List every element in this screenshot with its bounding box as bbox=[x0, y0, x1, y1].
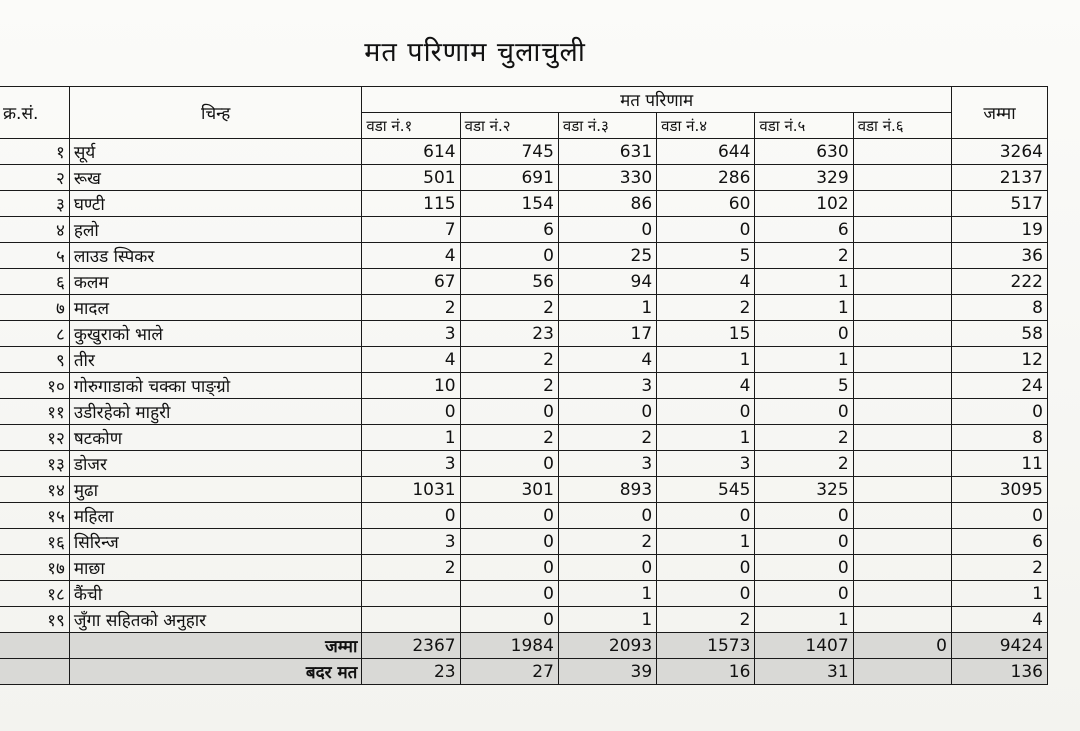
row-ward-3-votes: 1 bbox=[558, 581, 656, 607]
row-ward-1-votes bbox=[362, 607, 460, 633]
row-ward-2-votes: 301 bbox=[460, 477, 558, 503]
invalid-row-blank bbox=[0, 659, 69, 685]
row-sn: १८ bbox=[0, 581, 69, 607]
row-sn: ६ bbox=[0, 269, 69, 295]
row-ward-6-votes bbox=[853, 217, 951, 243]
row-ward-3-votes: 17 bbox=[558, 321, 656, 347]
page-title: मत परिणाम चुलाचुली bbox=[364, 37, 586, 68]
row-ward-5-votes: 5 bbox=[755, 373, 853, 399]
row-ward-2-votes: 2 bbox=[460, 425, 558, 451]
row-ward-4-votes: 4 bbox=[657, 373, 755, 399]
invalid-ward-4: 16 bbox=[657, 659, 755, 685]
row-ward-2-votes: 2 bbox=[460, 347, 558, 373]
header-result-group: मत परिणाम bbox=[362, 87, 952, 113]
row-ward-2-votes: 23 bbox=[460, 321, 558, 347]
row-ward-1-votes: 4 bbox=[362, 243, 460, 269]
row-ward-1-votes: 501 bbox=[362, 165, 460, 191]
row-symbol: षटकोण bbox=[69, 425, 362, 451]
header-ward-4: वडा नं.४ bbox=[657, 113, 755, 139]
row-ward-3-votes: 3 bbox=[558, 373, 656, 399]
row-ward-2-votes: 154 bbox=[460, 191, 558, 217]
row-total: 2137 bbox=[951, 165, 1047, 191]
row-ward-6-votes bbox=[853, 243, 951, 269]
row-ward-6-votes bbox=[853, 477, 951, 503]
row-ward-1-votes: 0 bbox=[362, 399, 460, 425]
row-ward-6-votes bbox=[853, 347, 951, 373]
row-ward-1-votes: 115 bbox=[362, 191, 460, 217]
row-ward-6-votes bbox=[853, 295, 951, 321]
row-ward-3-votes: 4 bbox=[558, 347, 656, 373]
row-ward-1-votes: 3 bbox=[362, 529, 460, 555]
invalid-ward-2: 27 bbox=[460, 659, 558, 685]
row-ward-2-votes: 745 bbox=[460, 139, 558, 165]
row-symbol: मुढा bbox=[69, 477, 362, 503]
row-ward-1-votes: 10 bbox=[362, 373, 460, 399]
table-row bbox=[0, 269, 1048, 295]
row-ward-4-votes: 286 bbox=[657, 165, 755, 191]
row-symbol: घण्टी bbox=[69, 191, 362, 217]
row-ward-5-votes: 1 bbox=[755, 347, 853, 373]
row-ward-4-votes: 0 bbox=[657, 399, 755, 425]
row-ward-5-votes: 102 bbox=[755, 191, 853, 217]
row-ward-1-votes: 1031 bbox=[362, 477, 460, 503]
row-ward-4-votes: 2 bbox=[657, 295, 755, 321]
row-ward-2-votes: 0 bbox=[460, 503, 558, 529]
table-row bbox=[0, 373, 1048, 399]
header-ward-2: वडा नं.२ bbox=[460, 113, 558, 139]
header-ward-1: वडा नं.१ bbox=[362, 113, 460, 139]
total-row bbox=[0, 633, 1048, 659]
row-ward-1-votes: 3 bbox=[362, 451, 460, 477]
row-sn: १७ bbox=[0, 555, 69, 581]
row-ward-6-votes bbox=[853, 269, 951, 295]
row-ward-5-votes: 630 bbox=[755, 139, 853, 165]
row-total: 3095 bbox=[951, 477, 1047, 503]
row-ward-4-votes: 15 bbox=[657, 321, 755, 347]
invalid-total: 136 bbox=[951, 659, 1047, 685]
row-sn: १६ bbox=[0, 529, 69, 555]
row-ward-5-votes: 6 bbox=[755, 217, 853, 243]
row-symbol: सूर्य bbox=[69, 139, 362, 165]
header-ward-6: वडा नं.६ bbox=[853, 113, 951, 139]
row-ward-2-votes: 2 bbox=[460, 295, 558, 321]
row-ward-3-votes: 1 bbox=[558, 607, 656, 633]
row-ward-6-votes bbox=[853, 581, 951, 607]
row-symbol: महिला bbox=[69, 503, 362, 529]
row-ward-5-votes: 2 bbox=[755, 425, 853, 451]
row-ward-6-votes bbox=[853, 191, 951, 217]
results-body bbox=[0, 139, 1048, 633]
row-ward-5-votes: 1 bbox=[755, 269, 853, 295]
row-symbol: रूख bbox=[69, 165, 362, 191]
grand-total: 9424 bbox=[951, 633, 1047, 659]
row-ward-3-votes: 631 bbox=[558, 139, 656, 165]
row-ward-2-votes: 56 bbox=[460, 269, 558, 295]
row-total: 12 bbox=[951, 347, 1047, 373]
row-symbol: कुखुराको भाले bbox=[69, 321, 362, 347]
row-ward-3-votes: 0 bbox=[558, 555, 656, 581]
row-ward-1-votes: 614 bbox=[362, 139, 460, 165]
row-ward-5-votes: 2 bbox=[755, 243, 853, 269]
row-ward-4-votes: 644 bbox=[657, 139, 755, 165]
row-ward-4-votes: 2 bbox=[657, 607, 755, 633]
row-symbol: माछा bbox=[69, 555, 362, 581]
row-ward-3-votes: 1 bbox=[558, 295, 656, 321]
row-symbol: मादल bbox=[69, 295, 362, 321]
row-symbol: जुँगा सहितको अनुहार bbox=[69, 607, 362, 633]
row-total: 3264 bbox=[951, 139, 1047, 165]
row-ward-4-votes: 5 bbox=[657, 243, 755, 269]
row-ward-2-votes: 0 bbox=[460, 581, 558, 607]
row-sn: १४ bbox=[0, 477, 69, 503]
total-ward-4: 1573 bbox=[657, 633, 755, 659]
row-ward-5-votes: 1 bbox=[755, 607, 853, 633]
row-ward-6-votes bbox=[853, 451, 951, 477]
row-ward-4-votes: 3 bbox=[657, 451, 755, 477]
row-ward-2-votes: 0 bbox=[460, 607, 558, 633]
table-row bbox=[0, 139, 1048, 165]
invalid-label: बदर मत bbox=[69, 659, 362, 685]
row-ward-5-votes: 325 bbox=[755, 477, 853, 503]
total-ward-2: 1984 bbox=[460, 633, 558, 659]
row-ward-3-votes: 0 bbox=[558, 399, 656, 425]
row-total: 0 bbox=[951, 503, 1047, 529]
total-row-blank bbox=[0, 633, 69, 659]
row-sn: ८ bbox=[0, 321, 69, 347]
row-symbol: डोजर bbox=[69, 451, 362, 477]
table-row bbox=[0, 165, 1048, 191]
row-symbol: उडीरहेको माहुरी bbox=[69, 399, 362, 425]
row-ward-5-votes: 0 bbox=[755, 555, 853, 581]
total-label: जम्मा bbox=[69, 633, 362, 659]
table-row bbox=[0, 399, 1048, 425]
total-ward-5: 1407 bbox=[755, 633, 853, 659]
row-total: 222 bbox=[951, 269, 1047, 295]
row-ward-3-votes: 94 bbox=[558, 269, 656, 295]
row-ward-5-votes: 0 bbox=[755, 503, 853, 529]
invalid-row bbox=[0, 659, 1048, 685]
row-ward-6-votes bbox=[853, 165, 951, 191]
row-ward-3-votes: 3 bbox=[558, 451, 656, 477]
row-ward-5-votes: 2 bbox=[755, 451, 853, 477]
row-ward-4-votes: 0 bbox=[657, 503, 755, 529]
row-ward-1-votes: 2 bbox=[362, 295, 460, 321]
table-row bbox=[0, 425, 1048, 451]
row-total: 8 bbox=[951, 295, 1047, 321]
row-symbol: हलो bbox=[69, 217, 362, 243]
row-ward-6-votes bbox=[853, 373, 951, 399]
row-ward-3-votes: 25 bbox=[558, 243, 656, 269]
row-sn: ४ bbox=[0, 217, 69, 243]
header-total: जम्मा bbox=[951, 87, 1047, 139]
row-total: 4 bbox=[951, 607, 1047, 633]
row-ward-6-votes bbox=[853, 139, 951, 165]
row-ward-4-votes: 1 bbox=[657, 425, 755, 451]
total-ward-1: 2367 bbox=[362, 633, 460, 659]
row-ward-5-votes: 0 bbox=[755, 321, 853, 347]
row-ward-6-votes bbox=[853, 529, 951, 555]
row-total: 19 bbox=[951, 217, 1047, 243]
row-ward-3-votes: 2 bbox=[558, 529, 656, 555]
row-ward-1-votes: 3 bbox=[362, 321, 460, 347]
row-ward-2-votes: 6 bbox=[460, 217, 558, 243]
invalid-ward-3: 39 bbox=[558, 659, 656, 685]
table-row bbox=[0, 555, 1048, 581]
row-sn: १० bbox=[0, 373, 69, 399]
header-row-group bbox=[0, 87, 1048, 113]
row-ward-4-votes: 60 bbox=[657, 191, 755, 217]
row-ward-2-votes: 0 bbox=[460, 243, 558, 269]
row-ward-6-votes bbox=[853, 321, 951, 347]
row-sn: ११ bbox=[0, 399, 69, 425]
row-ward-4-votes: 4 bbox=[657, 269, 755, 295]
row-ward-6-votes bbox=[853, 399, 951, 425]
row-ward-5-votes: 329 bbox=[755, 165, 853, 191]
row-sn: ७ bbox=[0, 295, 69, 321]
table-row bbox=[0, 581, 1048, 607]
row-ward-2-votes: 0 bbox=[460, 555, 558, 581]
row-ward-1-votes: 7 bbox=[362, 217, 460, 243]
row-ward-1-votes: 4 bbox=[362, 347, 460, 373]
row-ward-6-votes bbox=[853, 607, 951, 633]
row-symbol: गोरुगाडाको चक्का पाङ्ग्रो bbox=[69, 373, 362, 399]
table-row bbox=[0, 477, 1048, 503]
row-total: 2 bbox=[951, 555, 1047, 581]
row-sn: ३ bbox=[0, 191, 69, 217]
row-ward-5-votes: 0 bbox=[755, 399, 853, 425]
row-symbol: कैंची bbox=[69, 581, 362, 607]
results-table bbox=[0, 86, 1048, 685]
header-ward-3: वडा नं.३ bbox=[558, 113, 656, 139]
table-row bbox=[0, 529, 1048, 555]
row-sn: १५ bbox=[0, 503, 69, 529]
row-ward-3-votes: 0 bbox=[558, 217, 656, 243]
row-ward-3-votes: 893 bbox=[558, 477, 656, 503]
row-ward-2-votes: 2 bbox=[460, 373, 558, 399]
row-total: 36 bbox=[951, 243, 1047, 269]
row-total: 517 bbox=[951, 191, 1047, 217]
row-ward-4-votes: 545 bbox=[657, 477, 755, 503]
row-symbol: लाउड स्पिकर bbox=[69, 243, 362, 269]
row-ward-6-votes bbox=[853, 503, 951, 529]
row-ward-1-votes bbox=[362, 581, 460, 607]
table-row bbox=[0, 503, 1048, 529]
header-symbol: चिन्ह bbox=[69, 87, 362, 139]
table-row bbox=[0, 243, 1048, 269]
table-row bbox=[0, 191, 1048, 217]
row-ward-5-votes: 1 bbox=[755, 295, 853, 321]
table-row bbox=[0, 347, 1048, 373]
total-ward-6: 0 bbox=[853, 633, 951, 659]
row-ward-2-votes: 0 bbox=[460, 529, 558, 555]
row-total: 0 bbox=[951, 399, 1047, 425]
row-sn: २ bbox=[0, 165, 69, 191]
header-ward-5: वडा नं.५ bbox=[755, 113, 853, 139]
row-sn: ५ bbox=[0, 243, 69, 269]
invalid-ward-6 bbox=[853, 659, 951, 685]
row-total: 6 bbox=[951, 529, 1047, 555]
row-total: 24 bbox=[951, 373, 1047, 399]
row-ward-2-votes: 0 bbox=[460, 451, 558, 477]
row-ward-4-votes: 0 bbox=[657, 581, 755, 607]
total-ward-3: 2093 bbox=[558, 633, 656, 659]
row-ward-3-votes: 0 bbox=[558, 503, 656, 529]
row-ward-6-votes bbox=[853, 555, 951, 581]
row-ward-1-votes: 1 bbox=[362, 425, 460, 451]
row-ward-2-votes: 691 bbox=[460, 165, 558, 191]
row-total: 1 bbox=[951, 581, 1047, 607]
row-ward-3-votes: 86 bbox=[558, 191, 656, 217]
row-ward-4-votes: 0 bbox=[657, 555, 755, 581]
row-ward-6-votes bbox=[853, 425, 951, 451]
table-row bbox=[0, 295, 1048, 321]
row-ward-5-votes: 0 bbox=[755, 529, 853, 555]
row-ward-4-votes: 1 bbox=[657, 529, 755, 555]
row-total: 58 bbox=[951, 321, 1047, 347]
row-ward-1-votes: 2 bbox=[362, 555, 460, 581]
table-row bbox=[0, 451, 1048, 477]
row-ward-5-votes: 0 bbox=[755, 581, 853, 607]
row-sn: १९ bbox=[0, 607, 69, 633]
row-symbol: सिरिन्ज bbox=[69, 529, 362, 555]
row-ward-1-votes: 0 bbox=[362, 503, 460, 529]
row-total: 8 bbox=[951, 425, 1047, 451]
row-ward-2-votes: 0 bbox=[460, 399, 558, 425]
table-row bbox=[0, 607, 1048, 633]
row-sn: ९ bbox=[0, 347, 69, 373]
row-sn: १२ bbox=[0, 425, 69, 451]
row-sn: १३ bbox=[0, 451, 69, 477]
header-sn: क्र.सं. bbox=[0, 87, 69, 139]
row-total: 11 bbox=[951, 451, 1047, 477]
row-ward-4-votes: 1 bbox=[657, 347, 755, 373]
invalid-ward-5: 31 bbox=[755, 659, 853, 685]
table-row bbox=[0, 217, 1048, 243]
invalid-ward-1: 23 bbox=[362, 659, 460, 685]
row-symbol: कलम bbox=[69, 269, 362, 295]
row-ward-3-votes: 2 bbox=[558, 425, 656, 451]
row-ward-4-votes: 0 bbox=[657, 217, 755, 243]
row-symbol: तीर bbox=[69, 347, 362, 373]
row-ward-3-votes: 330 bbox=[558, 165, 656, 191]
row-ward-1-votes: 67 bbox=[362, 269, 460, 295]
table-row bbox=[0, 321, 1048, 347]
row-sn: १ bbox=[0, 139, 69, 165]
